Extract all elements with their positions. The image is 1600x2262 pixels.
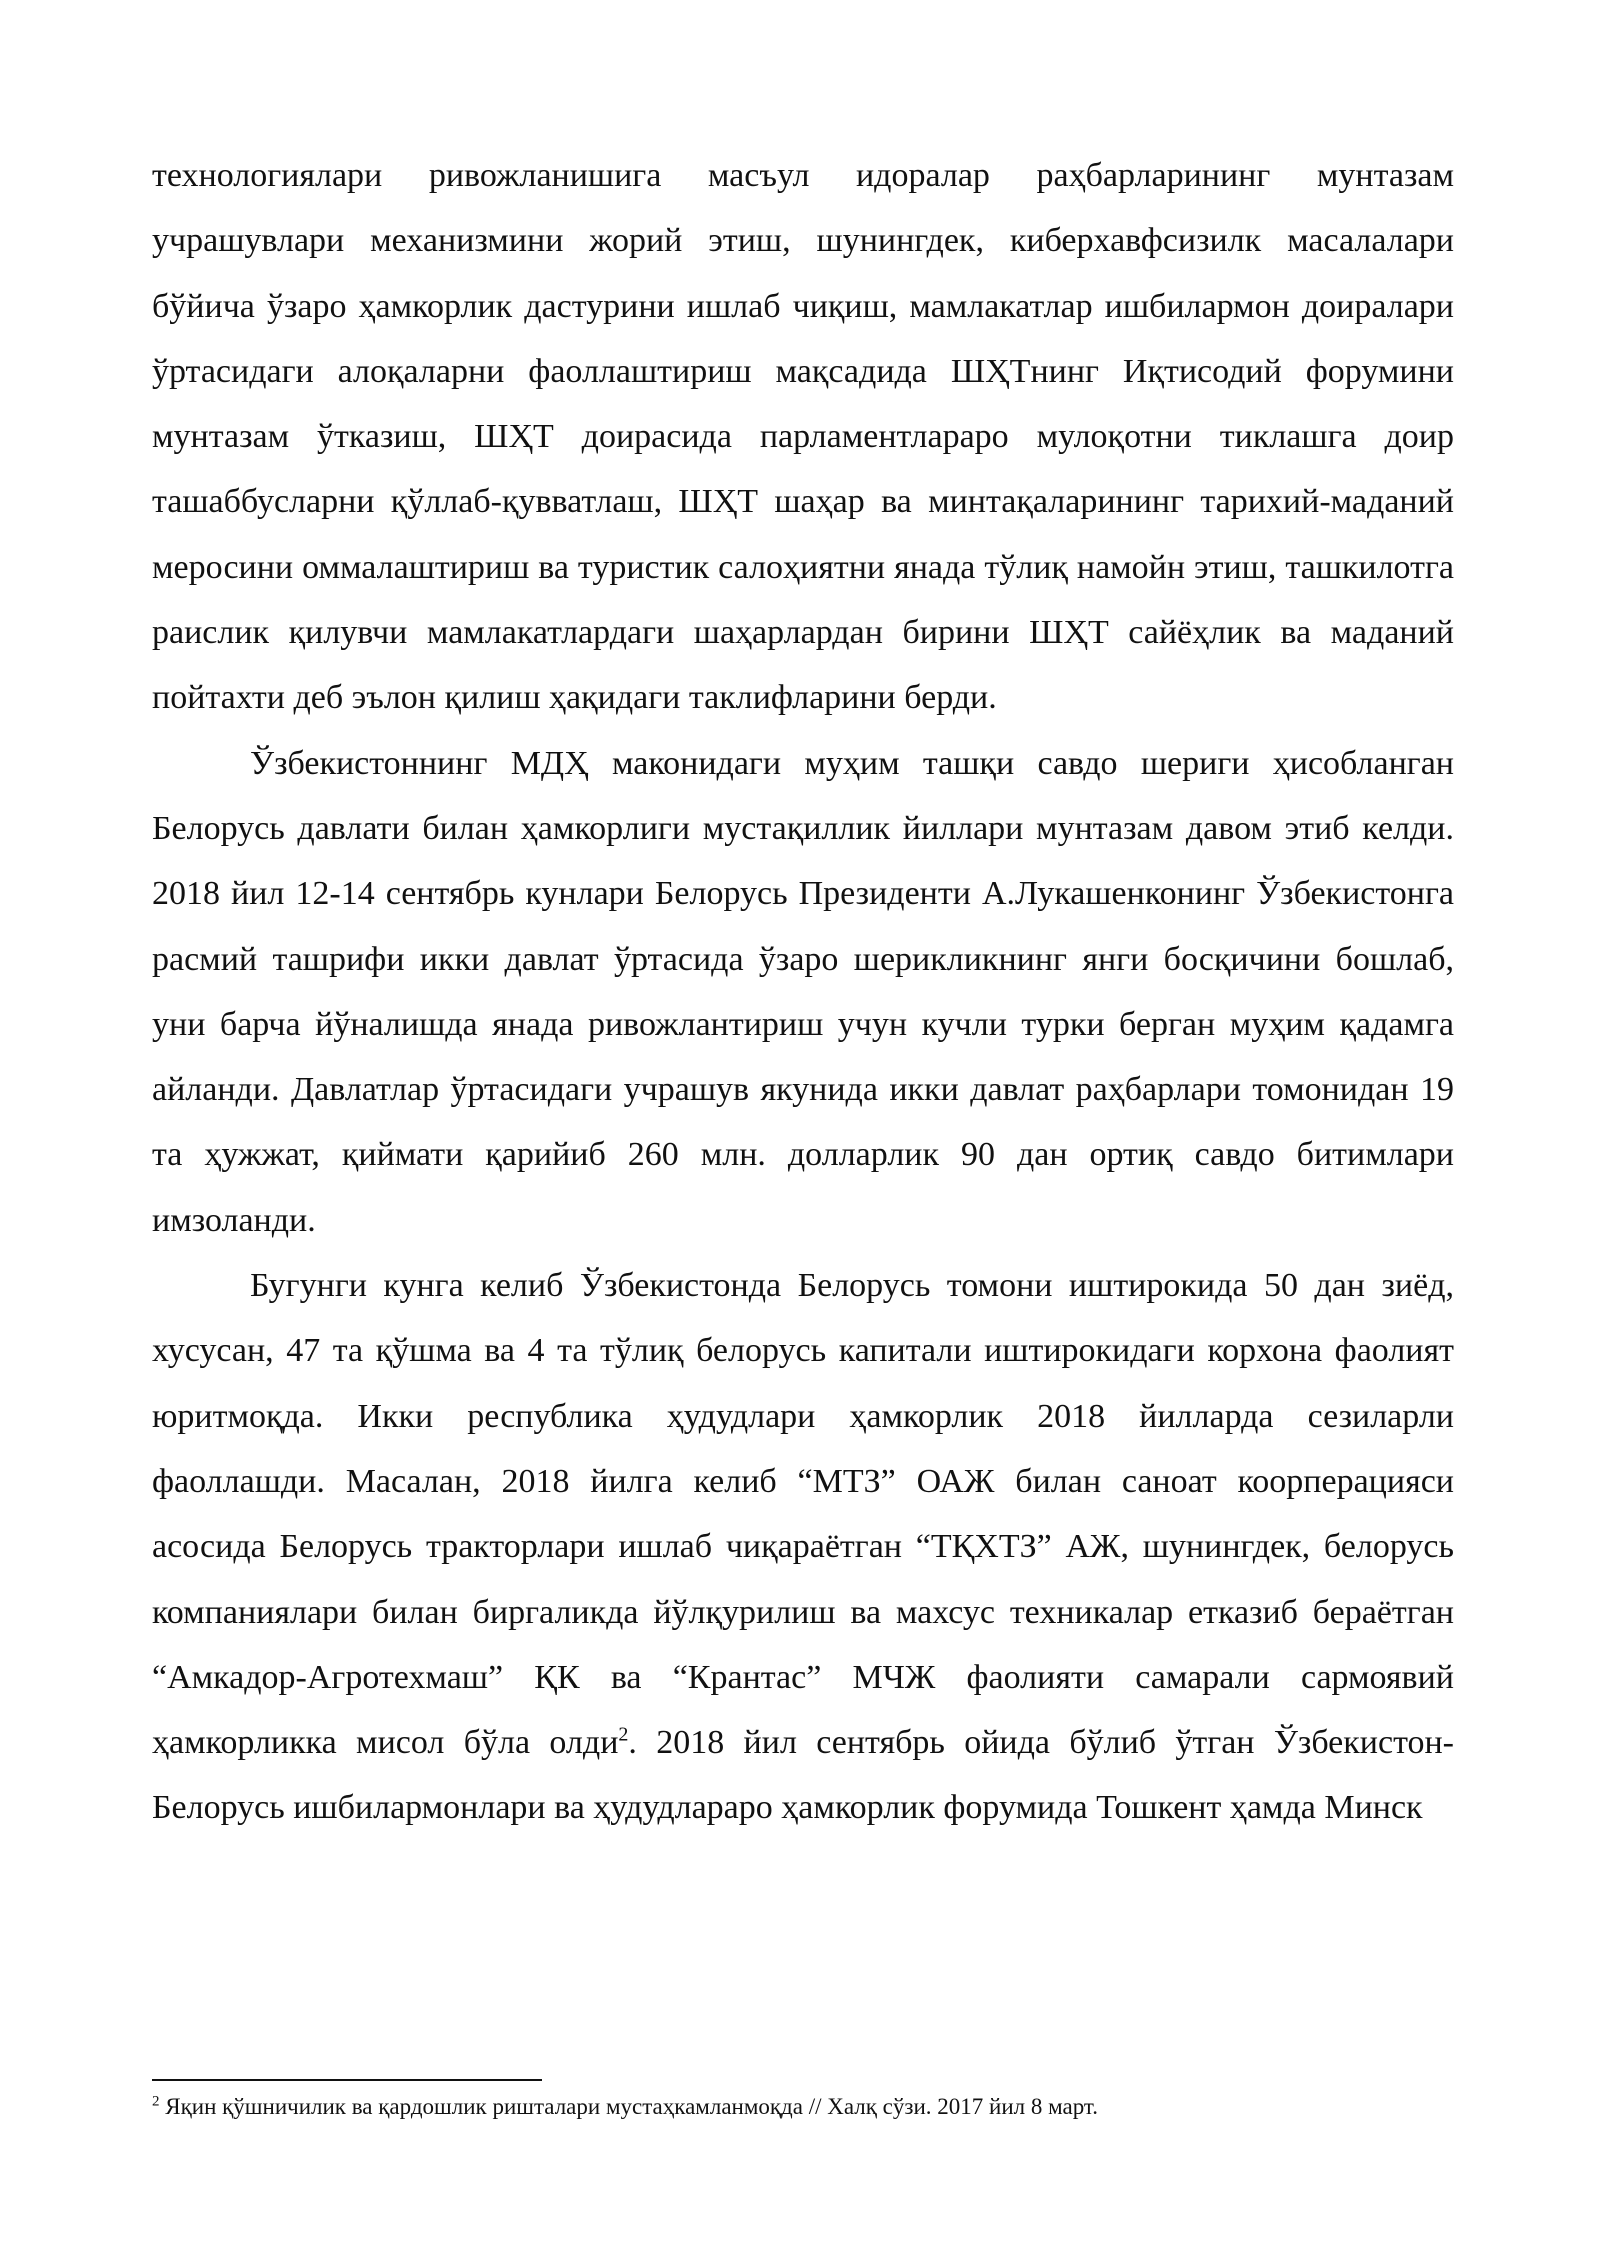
paragraph-3: [152, 1253, 1454, 1841]
paragraph-2: Ўзбекистоннинг МДҲ маконидаги муҳим ташқи савдо шериги ҳисобланган Белорусь давлати билан ҳамкорлиги мустақиллик йиллари мунтазам давом этиб келди. 2018 йил 12-14 сентябрь кунлари Белорусь Президенти А.Лукашенконинг Ўзбекистонга расмий ташрифи икки давлат ўртасида ўзаро шерикликнинг янги босқичини бошлаб, уни барча йўналишда янада ривожлантириш учун кучли турки берган муҳим қадамга айланди. Давлатлар ўртасидаги учрашув якунида икки давлат раҳбарлари томонидан 19 та ҳужжат, қиймати қарийиб 260 млн. долларлик 90 дан ортиқ савдо битимлари имзоланди.: [152, 744, 1454, 1239]
footnote-number: 2: [152, 2093, 160, 2110]
footnote: [152, 2091, 1454, 2123]
paragraph-1: технологиялари ривожланишига масъул идоралар раҳбарларининг мунтазам учрашувлари механизмини жорий этиш, шунингдек, киберхавфсизилк масалалари бўйича ўзаро ҳамкорлик дастурини ишлаб чиқиш, мамлакатлар ишбилармон доиралари ўртасидаги алоқаларни фаоллаштириш мақсадида ШҲТнинг Иқтисодий форумини мунтазам ўтказиш, ШҲТ доирасида парламентлараро мулоқотни тиклашга доир ташаббусларни қўллаб-қувватлаш, ШҲТ шаҳар ва минтақаларининг тарихий-маданий меросини оммалаштириш ва туристик салоҳиятни янада тўлиқ намойн этиш, ташкилотга раислик қилувчи мамлакатлардаги шаҳарлардан бирини ШҲТ сайёҳлик ва маданий пойтахти деб эълон қилиш ҳақидаги таклифларини берди.: [152, 157, 1454, 717]
footnote-text: Яқин қўшничилик ва қардошлик ришталари мустаҳкамланмоқда // Халқ сўзи. 2017 йил 8 март.: [159, 2094, 1098, 2119]
footnote-reference[interactable]: 2: [618, 1723, 629, 1746]
paragraph-3-text-before-ref: Бугунги кунга келиб Ўзбекистонда Белорусь томони иштирокида 50 дан зиёд, хусусан, 47 та қўшма ва 4 та тўлиқ белорусь капитали иштирокидаги корхона фаолият юритмоқда. Икки республика ҳудудлари ҳамкорлик 2018 йилларда сезиларли фаоллашди. Масалан, 2018 йилга келиб “МТЗ” ОАЖ билан саноат коорперацияси асосида Белорусь тракторлари ишлаб чиқараётган “ТҚХТЗ” АЖ, шунингдек, белорусь компаниялари билан биргаликда йўлқурилиш ва махсус техникалар етказиб бераётган “Амкадор-Агротехмаш” ҚК ва “Крантас” МЧЖ фаолияти самарали сармоявий ҳамкорликка мисол бўла олди: [152, 1267, 1454, 1762]
footnote-separator: [152, 2079, 542, 2081]
paragraph-3-text-after-ref: . 2018 йил сентябрь ойида бўлиб ўтган Ўзбекистон-Белорусь ишбилармонлари ва ҳудудлараро ҳамкорлик форумида Тошкент ҳамда Минск: [152, 1724, 1455, 1827]
body-text: [152, 143, 1454, 1841]
